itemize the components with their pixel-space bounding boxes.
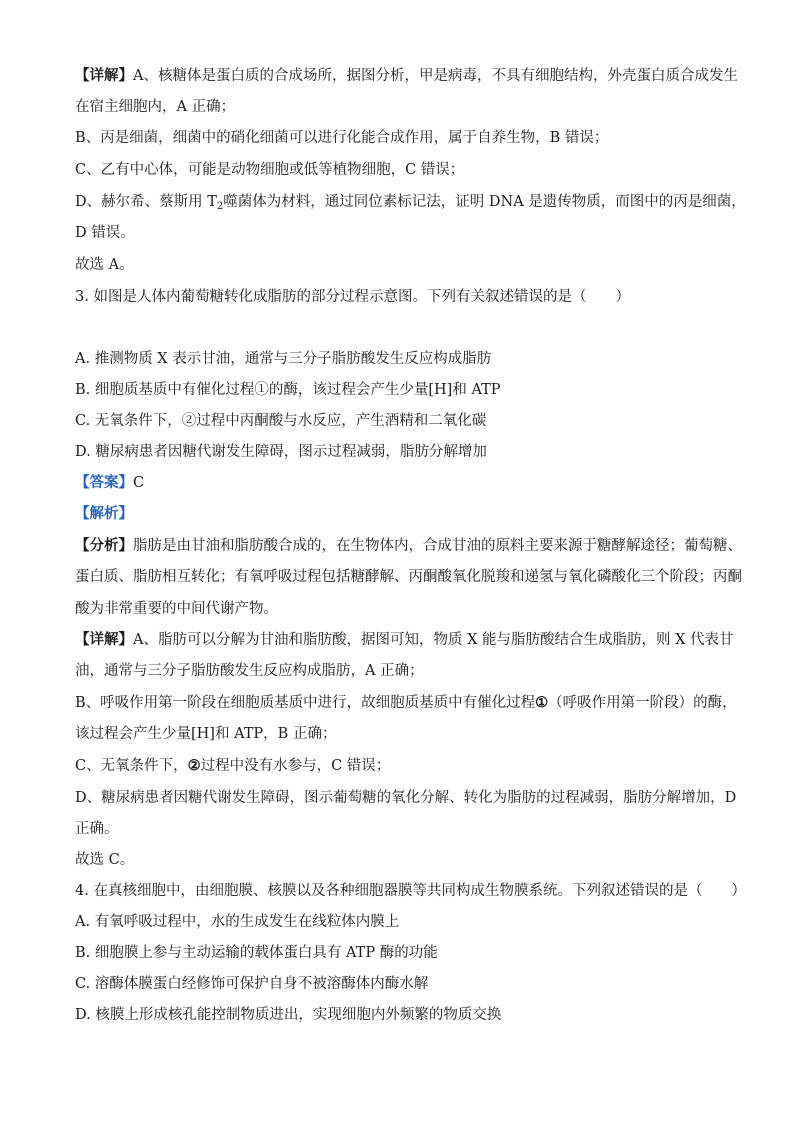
text-line: 正确。 xyxy=(75,821,119,837)
option-a: A. 有氧呼吸过程中，水的生成发生在线粒体内膜上 xyxy=(75,914,400,930)
text-segment: B、呼吸作用第一阶段在细胞质基质中进行，故细胞质基质中有催化过程 xyxy=(75,695,536,711)
text-line xyxy=(75,756,724,776)
option-b: B. 细胞质基质中有催化过程①的酶，该过程会产生少量[H]和 ATP xyxy=(75,382,501,398)
text-line: 油，通常与三分子脂肪酸发生反应构成脂肪，A 正确； xyxy=(75,663,424,679)
option-b: B. 细胞膜上参与主动运输的载体蛋白具有 ATP 酶的功能 xyxy=(75,945,438,961)
analysis-heading xyxy=(75,504,724,524)
option-c: C. 无氧条件下，②过程中丙酮酸与水反应，产生酒精和二氧化碳 xyxy=(75,413,487,429)
text-line: 酸为非常重要的中间代谢产物。 xyxy=(75,601,278,617)
subscript: 2 xyxy=(216,201,224,212)
analysis-sub-tag: 【分析】 xyxy=(75,537,133,554)
text-line: 该过程会产生少量[H]和 ATP，B 正确； xyxy=(75,726,337,742)
text-line: B、丙是细菌，细菌中的硝化细菌可以进行化能合成作用，属于自养生物，B 错误； xyxy=(75,130,609,146)
text-segment: 噬菌体为材料，通过同位素标记法，证明 DNA 是遗传物质，而图中的丙是细菌， xyxy=(223,194,746,210)
text-line: 蛋白质、脂肪相互转化；有氧呼吸过程包括糖酵解、丙酮酸氧化脱羧和递氢与氧化磷酸化三个阶段；丙酮 xyxy=(75,569,742,585)
analysis-tag: 【解析】 xyxy=(75,505,133,522)
text-segment: C、无氧条件下， xyxy=(75,758,188,774)
detail-text: A、核糖体是蛋白质的合成场所，据图分析，甲是病毒，不具有细胞结构，外壳蛋白质合成发生 xyxy=(133,68,738,84)
conclusion-line: 故选 C。 xyxy=(75,852,135,868)
detail-text: A、脂肪可以分解为甘油和脂肪酸，据图可知，物质 X 能与脂肪酸结合生成脂肪，则 X 代表甘 xyxy=(133,632,734,648)
text-line: D 错误。 xyxy=(75,225,135,241)
text-segment: （呼吸作用第一阶段）的酶， xyxy=(548,695,737,711)
analysis-text: 脂肪是由甘油和脂肪酸合成的，在生物体内，合成甘油的原料主要来源于糖酵解途径；葡萄糖、 xyxy=(133,538,742,554)
conclusion-line: 故选 A。 xyxy=(75,257,134,273)
detail-tag: 【详解】 xyxy=(75,67,133,84)
answer-line xyxy=(75,473,724,493)
option-c: C. 溶酶体膜蛋白经修饰可保护自身不被溶酶体内酶水解 xyxy=(75,976,429,992)
analysis-line xyxy=(75,536,742,556)
detail-heading-line xyxy=(75,66,738,86)
text-line xyxy=(75,192,746,212)
text-line xyxy=(75,693,737,713)
answer-tag: 【答案】 xyxy=(75,474,133,491)
question-4-stem: 4. 在真核细胞中，由细胞膜、核膜以及各种细胞器膜等共同构成生物膜系统。下列叙述错误的是（ ） xyxy=(75,883,746,899)
circled-number: ② xyxy=(187,757,201,774)
text-segment: 过程中没有水参与，C 错误； xyxy=(200,758,391,774)
question-3-stem: 3. 如图是人体内葡萄糖转化成脂肪的部分过程示意图。下列有关叙述错误的是（ ） xyxy=(75,289,630,305)
answer-value: C xyxy=(133,475,145,491)
circled-number: ① xyxy=(535,694,549,711)
option-d: D. 糖尿病患者因糖代谢发生障碍，图示过程减弱，脂肪分解增加 xyxy=(75,444,487,460)
option-a: A. 推测物质 X 表示甘油，通常与三分子脂肪酸发生反应构成脂肪 xyxy=(75,351,492,367)
text-segment: D、赫尔希、蔡斯用 T xyxy=(75,194,217,210)
option-d: D. 核膜上形成核孔能控制物质进出，实现细胞内外频繁的物质交换 xyxy=(75,1007,502,1023)
text-line: D、糖尿病患者因糖代谢发生障碍，图示葡萄糖的氧化分解、转化为脂肪的过程减弱，脂肪分解增加，D xyxy=(75,790,737,806)
detail-tag: 【详解】 xyxy=(75,631,133,648)
detail-heading-line xyxy=(75,630,734,650)
text-line: C、乙有中心体，可能是动物细胞或低等植物细胞，C 错误； xyxy=(75,162,465,178)
text-line: 在宿主细胞内，A 正确； xyxy=(75,99,236,115)
